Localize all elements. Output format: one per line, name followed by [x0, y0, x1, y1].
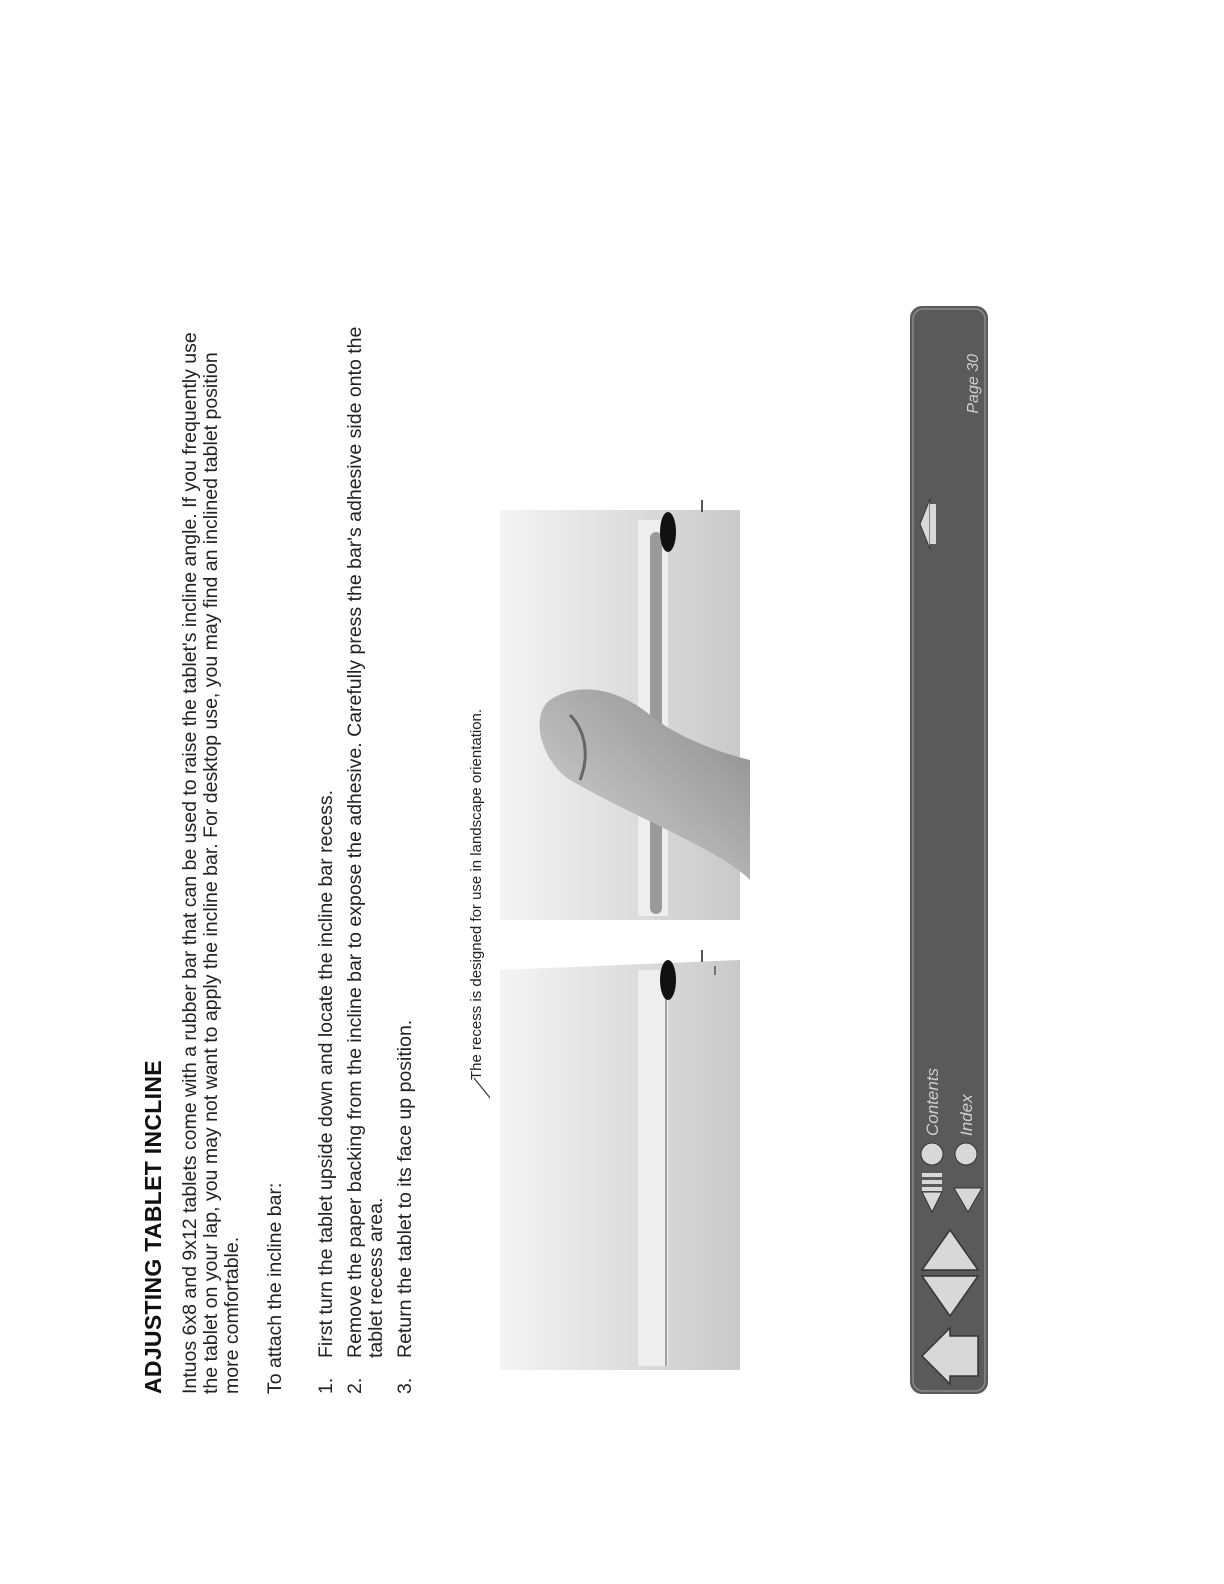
steps-lead: To attach the incline bar: — [264, 1182, 286, 1394]
navigation-bar — [910, 306, 988, 1394]
page-title: ADJUSTING TABLET INCLINE — [140, 1060, 166, 1394]
step-text: Return the tablet to its face up position. — [394, 1019, 416, 1358]
step-item — [316, 314, 337, 1394]
step-item — [345, 314, 387, 1394]
step-item — [395, 314, 416, 1394]
contents-link[interactable]: Contents — [923, 1067, 942, 1136]
steps-list — [316, 314, 424, 1394]
contents-bullet-icon[interactable] — [921, 1143, 943, 1165]
intro-paragraph: Intuos 6x8 and 9x12 tablets come with a rubber bar that can be used to raise the tablet's incline angle. If you frequently use the tablet on your lap, you may not want to apply the incline bar. For desktop use, you may find an inclined tablet position more comfortable. — [179, 332, 243, 1394]
manual-page — [140, 250, 1030, 1400]
step-text: Remove the paper backing from the incline bar to expose the adhesive. Carefully press the bar's adhesive side onto the tablet recess area. — [344, 326, 387, 1358]
step-number: 3. — [394, 1377, 416, 1394]
page-number: Page 30 — [965, 354, 982, 414]
index-link[interactable]: Index — [957, 1094, 976, 1136]
step-text: First turn the tablet upside down and locate the incline bar recess. — [315, 790, 337, 1358]
tablet-underside-photo — [490, 950, 750, 1380]
index-bullet-icon[interactable] — [955, 1143, 977, 1165]
incline-bar-photo — [490, 500, 750, 930]
navigation-bar-graphic — [910, 306, 988, 1394]
step-number: 1. — [315, 1377, 337, 1394]
figure-caption: The recess is designed for use in landscape orientation. — [468, 708, 485, 1080]
step-number: 2. — [344, 1377, 366, 1394]
